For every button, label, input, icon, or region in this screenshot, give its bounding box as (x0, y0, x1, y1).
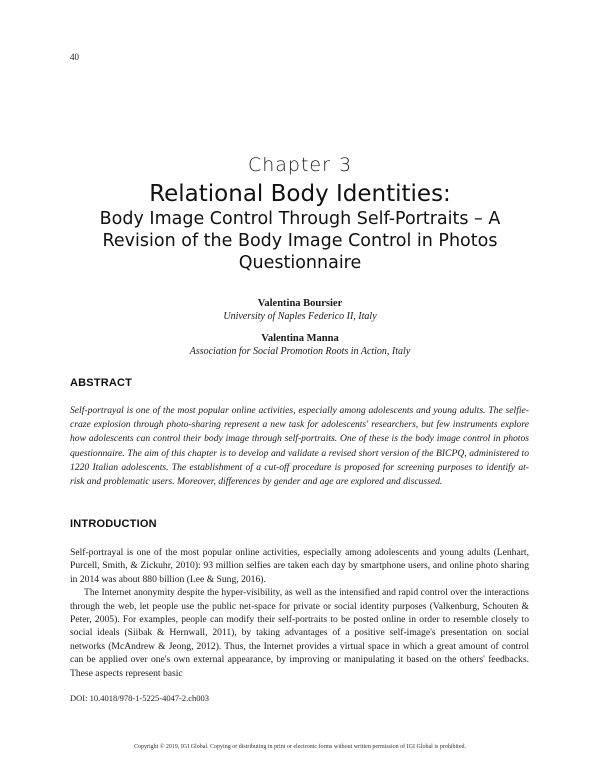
chapter-label (0, 154, 600, 176)
chapter-title: Relational Body Identities: (149, 181, 451, 207)
paragraph: Self-portrayal is one of the most popular online activities, especially among adolescents and young adults (Lenhart, Purcell, Smith, & Zickuhr, 2010): 93 million selfies are taken each day by smartphone users, and online photo sharing in 2014 was about 880 billion (Lee & Sung, 2016). (70, 547, 529, 585)
author-block (0, 297, 600, 323)
page-number: 40 (70, 52, 79, 62)
author-block (0, 332, 600, 358)
abstract-heading: ABSTRACT (70, 377, 133, 389)
author-name: Valentina Manna (261, 333, 339, 344)
author-affiliation: Association for Social Promotion Roots in Action, Italy (189, 346, 411, 357)
author-name: Valentina Boursier (257, 298, 343, 309)
author-list (0, 297, 600, 358)
copyright-notice: Copyright © 2019, IGI Global. Copying or distributing in print or electronic forms without written permission of IGI Global is prohibited. (133, 744, 466, 750)
author-affiliation: University of Naples Federico II, Italy (223, 311, 377, 322)
chapter-subtitle: Body Image Control Through Self-Portraits – A Revision of the Body Image Control in Photos Questionnaire (99, 209, 501, 273)
doi: DOI: 10.4018/978-1-5225-4047-2.ch003 (70, 693, 210, 703)
paragraph: The Internet anonymity despite the hyper-visibility, as well as the intensified and rapid control over the interactions through the web, let people use the public net-space for private or social identity purposes (Valkenburg, Schouten & Peter, 2005). For examples, people can modify their self-portraits to be posted online in order to resemble closely to social ideals (Siibak & Hernwall, 2011), by taking advantages of a positive self-image's presentation on social networks (McAndrew & Jeong, 2012). Thus, the Internet provides a virtual space in which a great amount of control can be applied over one's own external appearance, by improving or manipulating it based on the others' feedbacks. These aspects represent basic (70, 587, 529, 679)
introduction-body (70, 546, 529, 680)
chapter-word: Chapter (247, 154, 331, 176)
introduction-heading: INTRODUCTION (70, 518, 157, 530)
abstract-text: Self-portrayal is one of the most popular online activities, especially among adolescents and young adults. The selfie-craze explosion through photo-sharing represent a new task for adolescents' researchers, but few instruments explore how adolescents can control their body image through self-portraits. One of these is the body image control in photos questionnaire. The aim of this chapter is to develop and validate a revised short version of the BICPQ, administered to 1220 Italian adolescents. The establishment of a cut-off procedure is proposed for screening purposes to identify at-risk and problematic users. Moreover, differences by gender and age are explored and discussed. (70, 405, 529, 488)
chapter-number: 3 (338, 154, 353, 176)
